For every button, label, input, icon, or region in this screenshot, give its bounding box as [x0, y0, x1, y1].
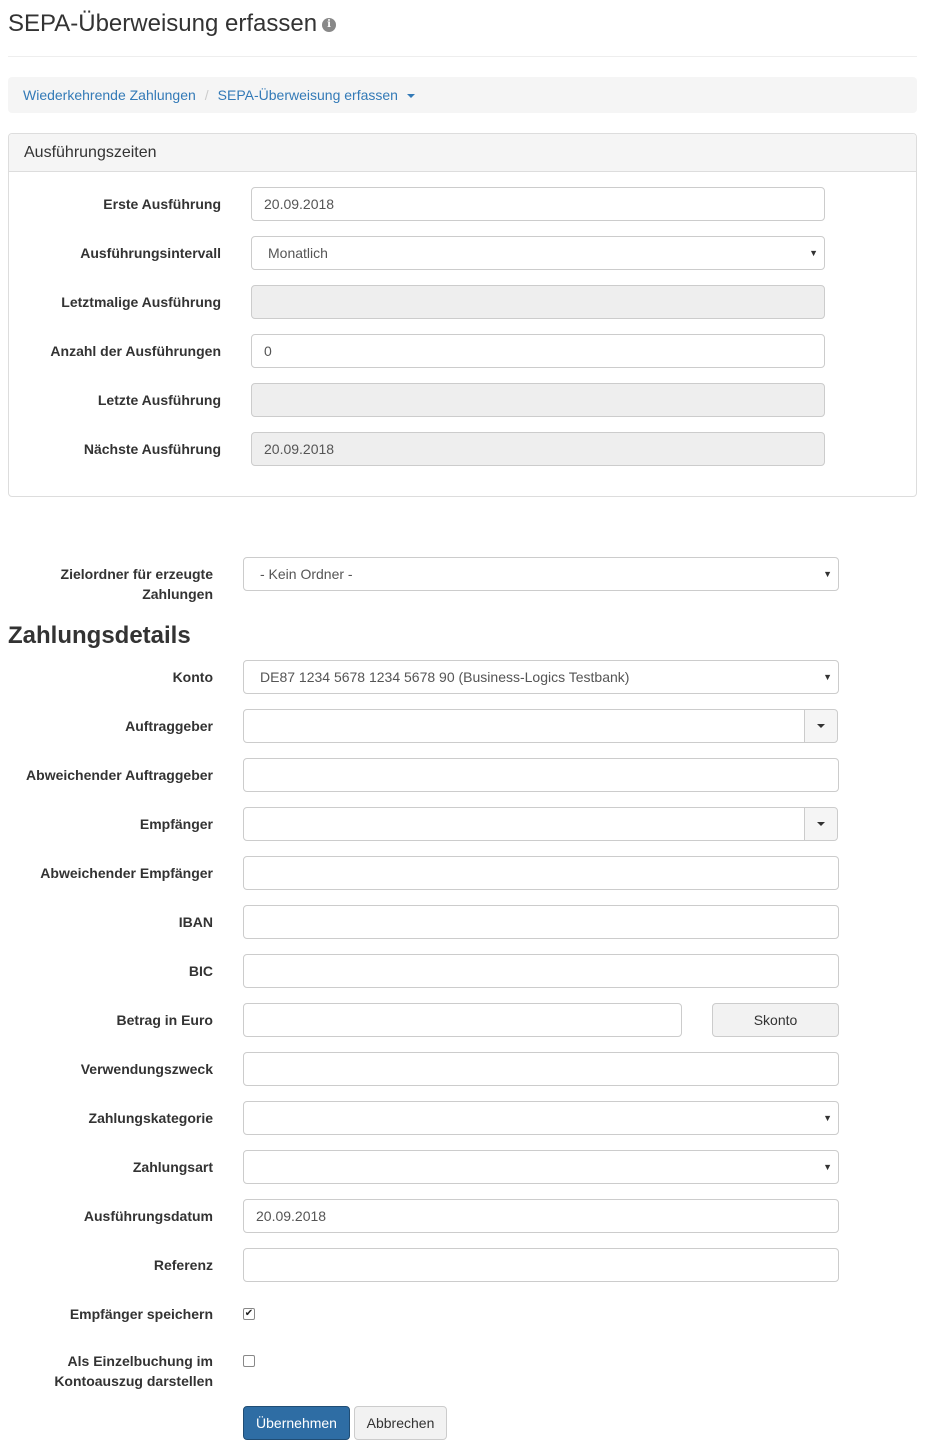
execution-count-input[interactable]: 0: [251, 334, 825, 368]
target-folder-label: Zielordner für erzeugte Zahlungen: [60, 566, 213, 602]
recipient-combobox[interactable]: [243, 807, 838, 841]
select-arrow-icon: ▼: [823, 672, 832, 682]
single-booking-label: Als Einzelbuchung im Kontoauszug darstellen: [54, 1353, 213, 1389]
payment-category-select[interactable]: [243, 1101, 839, 1135]
payment-type-select[interactable]: [243, 1150, 839, 1184]
alt-ordering-party-input[interactable]: [243, 758, 839, 792]
execution-date-label: Ausführungsdatum: [83, 1208, 213, 1224]
ordering-party-combobox[interactable]: [243, 709, 838, 743]
next-execution-field: 20.09.2018: [251, 432, 825, 466]
payment-details-heading: Zahlungsdetails: [8, 622, 191, 649]
save-recipient-label: Empfänger speichern: [69, 1306, 213, 1322]
breadcrumb-recurring-payments[interactable]: Wiederkehrende Zahlungen: [23, 87, 196, 103]
caret-down-icon: [407, 94, 415, 98]
account-label: Konto: [172, 669, 213, 685]
alt-ordering-party-label: Abweichender Auftraggeber: [26, 767, 213, 783]
purpose-label: Verwendungszweck: [80, 1061, 213, 1077]
final-execution-label: Letztmalige Ausführung: [61, 294, 221, 310]
select-arrow-icon: ▼: [823, 1113, 832, 1123]
bic-label: BIC: [188, 963, 213, 979]
schedule-panel-heading: Ausführungszeiten: [9, 134, 916, 172]
alt-recipient-label: Abweichender Empfänger: [40, 865, 213, 881]
reference-label: Referenz: [153, 1257, 213, 1273]
account-select[interactable]: DE87 1234 5678 1234 5678 90 (Business-Logics Testbank) ▼: [243, 660, 839, 694]
select-arrow-icon: ▼: [809, 248, 818, 258]
execution-count-label: Anzahl der Ausführungen: [50, 343, 221, 359]
final-execution-field: [251, 285, 825, 319]
info-icon[interactable]: i: [322, 18, 336, 32]
first-execution-label: Erste Ausführung: [103, 196, 221, 212]
reference-input[interactable]: [243, 1248, 839, 1282]
breadcrumb: [8, 77, 917, 113]
page-title: SEPA-Überweisung erfassen i: [8, 8, 336, 40]
payment-category-label: Zahlungskategorie: [88, 1110, 213, 1126]
ordering-party-label: Auftraggeber: [125, 718, 213, 734]
submit-button[interactable]: Übernehmen: [243, 1406, 350, 1440]
first-execution-input[interactable]: 20.09.2018: [251, 187, 825, 221]
breadcrumb-separator: /: [204, 87, 209, 103]
breadcrumb-current-dropdown[interactable]: SEPA-Überweisung erfassen: [218, 87, 415, 103]
checkmark-icon: ✔: [244, 1308, 254, 1319]
select-arrow-icon: ▼: [823, 1162, 832, 1172]
target-folder-select[interactable]: - Kein Ordner - ▼: [243, 557, 839, 591]
interval-label: Ausführungsintervall: [80, 245, 221, 261]
ordering-party-dropdown-button[interactable]: [804, 709, 838, 743]
last-execution-label: Letzte Ausführung: [97, 392, 221, 408]
execution-date-input[interactable]: 20.09.2018: [243, 1199, 839, 1233]
payment-type-label: Zahlungsart: [132, 1159, 213, 1175]
single-booking-checkbox[interactable]: [243, 1355, 255, 1367]
recipient-dropdown-button[interactable]: [804, 807, 838, 841]
bic-input[interactable]: [243, 954, 839, 988]
recipient-label: Empfänger: [139, 816, 213, 832]
caret-down-icon: [817, 724, 825, 728]
interval-select[interactable]: Monatlich ▼: [251, 236, 825, 270]
iban-label: IBAN: [178, 914, 213, 930]
save-recipient-checkbox[interactable]: [243, 1308, 255, 1320]
purpose-input[interactable]: [243, 1052, 839, 1086]
amount-label: Betrag in Euro: [116, 1012, 213, 1028]
caret-down-icon: [817, 822, 825, 826]
skonto-button[interactable]: Skonto: [712, 1003, 839, 1037]
alt-recipient-input[interactable]: [243, 856, 839, 890]
amount-input[interactable]: [243, 1003, 682, 1037]
next-execution-label: Nächste Ausführung: [83, 441, 221, 457]
select-arrow-icon: ▼: [823, 569, 832, 579]
title-divider: [8, 56, 917, 57]
last-execution-field: [251, 383, 825, 417]
iban-input[interactable]: [243, 905, 839, 939]
cancel-button[interactable]: Abbrechen: [354, 1406, 447, 1440]
